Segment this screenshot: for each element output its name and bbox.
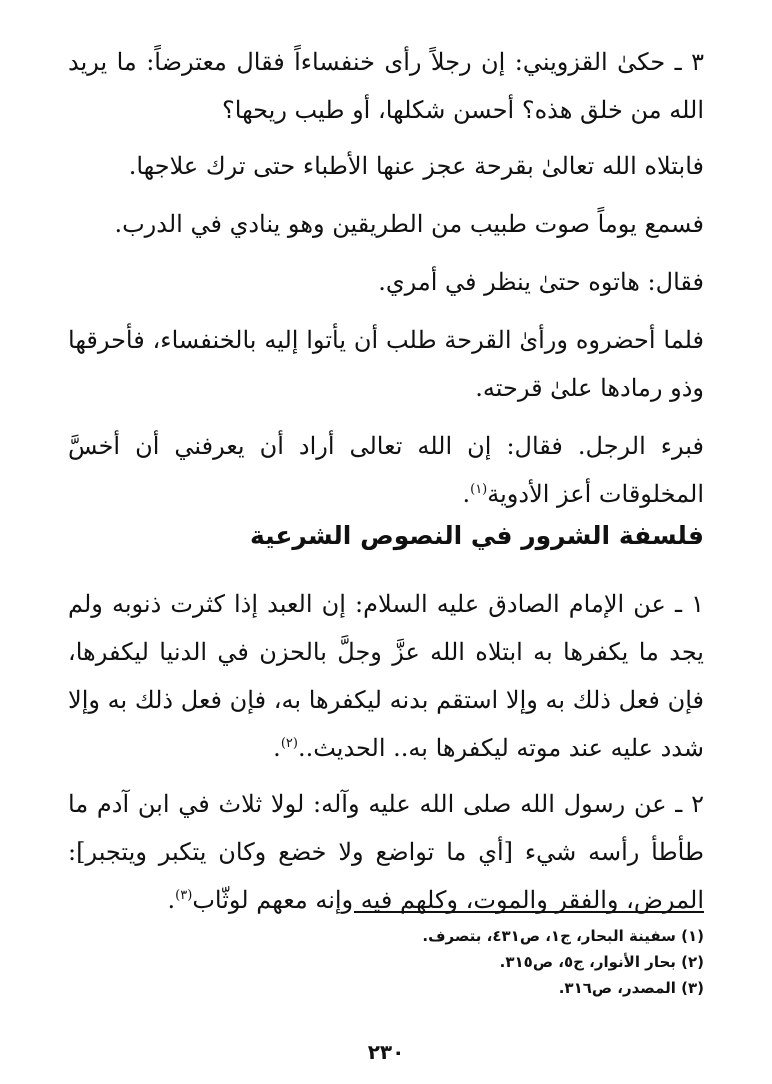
texts-section	[68, 580, 704, 924]
story-paragraph-6	[68, 422, 704, 518]
story-paragraph-5: فلما أحضروه ورأىٰ القرحة طلب أن يأتوا إليه بالخنفساء، فأحرقها وذو رمادها علىٰ قرحته.	[68, 326, 704, 402]
hadith-paragraph-1	[68, 580, 704, 772]
footnote-3: (٣) المصدر، ص٣١٦.	[558, 979, 704, 997]
footnote-ref-2: (٢)	[280, 736, 298, 751]
story-paragraph-4: فقال: هاتوه حتىٰ ينظر في أمري.	[378, 268, 704, 296]
footnote-2: (٢) بحار الأنوار، ج٥، ص٣١٥.	[499, 953, 704, 971]
story-paragraph-6-text: فبرء الرجل. فقال: إن الله تعالى أراد أن يعرفني أن أخسَّ المخلوقات أعز الأدوية	[68, 432, 704, 508]
hadith-paragraph-1-text: ١ ـ عن الإمام الصادق عليه السلام: إن العبد إذا كثرت ذنوبه ولم يجد ما يكفرها به ابتلاه الله عزَّ وجلَّ بالحزن في الدنيا ليكفرها، فإن فعل ذلك به وإلا استقم بدنه ليكفرها به، فإن فعل ذلك به وإلا شدد عليه عند موته ليكفرها به.. الحديث..	[68, 590, 704, 762]
footnote-divider	[354, 911, 704, 913]
hadith-paragraph-2	[68, 780, 704, 924]
section-heading: فلسفة الشرور في النصوص الشرعية	[249, 521, 704, 550]
footnotes	[184, 923, 704, 1001]
hadith-paragraph-2-end: .	[167, 886, 176, 914]
story-paragraph-1: ٣ ـ حكىٰ القزويني: إن رجلاً رأى خنفساءاً فقال معترضاً: ما يريد الله من خلق هذه؟ أحسن شكلها، أو طيب ريحها؟	[68, 48, 704, 124]
story-section	[68, 38, 704, 518]
story-paragraph-6-end: .	[462, 480, 471, 508]
footnote-1: (١) سفينة البحار، ج١، ص٤٣١، بتصرف.	[422, 927, 704, 945]
footnote-ref-1: (١)	[470, 482, 488, 497]
page-number: ٢٣٠	[367, 1040, 405, 1064]
story-paragraph-3: فسمع يوماً صوت طبيب من الطريقين وهو ينادي في الدرب.	[114, 210, 704, 238]
footnote-ref-3: (٣)	[175, 888, 193, 903]
hadith-paragraph-1-end: .	[273, 734, 281, 762]
hadith-paragraph-2-text: ٢ ـ عن رسول الله صلى الله عليه وآله: لولا ثلاث في ابن آدم ما طأطأ رأسه شيء [أي ما تواضع ولا خضع وكان يتكبر ويتجبر]: المرض، والفقر والموت، وكلهم فيه وإنه معهم لوثّاب	[68, 790, 704, 914]
story-paragraph-2: فابتلاه الله تعالىٰ بقرحة عجز عنها الأطباء حتى ترك علاجها.	[128, 152, 704, 180]
